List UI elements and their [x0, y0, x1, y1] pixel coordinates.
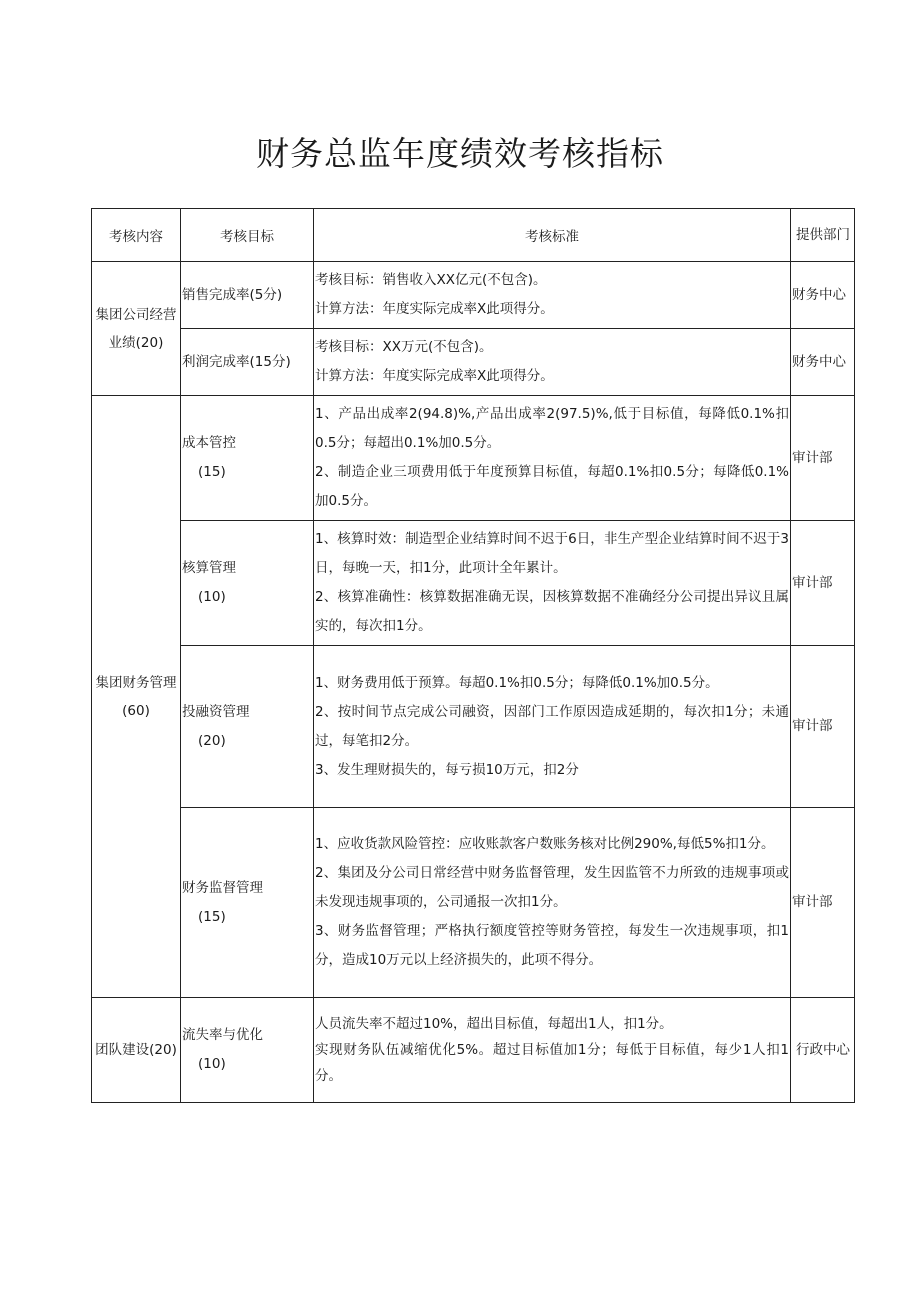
target-score: (20)	[198, 732, 226, 749]
standard-line: 考核目标：XX万元(不包含)。	[315, 339, 493, 355]
target-investment-financing	[181, 646, 314, 808]
category-business-performance: 集团公司经营业绩(20)	[92, 262, 181, 396]
standard-accounting	[314, 521, 791, 646]
standard-sales-rate	[314, 262, 791, 329]
header-standard: 考核标准	[314, 209, 791, 262]
target-label: 流失率与优化	[182, 1027, 263, 1043]
standard-line: 计算方法：年度实际完成率X此项得分。	[315, 368, 554, 384]
target-label: 核算管理	[182, 560, 236, 576]
standard-line: 计算方法：年度实际完成率X此项得分。	[315, 301, 554, 317]
table-row	[92, 646, 855, 808]
table-header-row	[92, 209, 855, 262]
target-score: (10)	[198, 589, 226, 605]
category-team-building: 团队建设(20)	[92, 998, 181, 1103]
dept-cell: 行政中心	[791, 998, 855, 1103]
table-row	[92, 808, 855, 998]
dept-cell: 审计部	[791, 646, 855, 808]
standard-line: 1、产品出成率2(94.8)%,产品出成率2(97.5)%,低于目标值，每降低0.1%扣0.5分；每超出0.1%加0.5分。	[315, 406, 789, 451]
target-score: (15)	[198, 908, 226, 925]
table-row	[92, 262, 855, 329]
standard-profit-rate	[314, 329, 791, 396]
standard-line: 2、按时间节点完成公司融资，因部门工作原因造成延期的，每次扣1分；未通过，每笔扣2分。	[315, 703, 789, 749]
target-score: (15)	[198, 464, 226, 480]
header-content: 考核内容	[92, 209, 181, 262]
standard-line: 2、制造企业三项费用低于年度预算目标值，每超0.1%扣0.5分；每降低0.1%加0.5分。	[315, 464, 789, 509]
target-label: 投融资管理	[182, 703, 250, 720]
standard-line: 1、应收货款风险管控：应收账款客户数账务核对比例290%,每低5%扣1分。	[315, 836, 775, 852]
kpi-table	[91, 208, 855, 1103]
target-score: (10)	[198, 1056, 226, 1072]
dept-cell: 审计部	[791, 396, 855, 521]
dept-cell: 审计部	[791, 521, 855, 646]
standard-line: 2、核算准确性：核算数据准确无误，因核算数据不准确经分公司提出异议且属实的，每次扣1分。	[315, 589, 789, 634]
standard-line: 1、核算时效：制造型企业结算时间不迟于6日，非生产型企业结算时间不迟于3日，每晚一天，扣1分，此项计全年累计。	[315, 531, 789, 576]
target-financial-supervision	[181, 808, 314, 998]
category-financial-management: 集团财务管理(60)	[92, 396, 181, 998]
standard-cost-control	[314, 396, 791, 521]
standard-line: 1、财务费用低于预算。每超0.1%扣0.5分；每降低0.1%加0.5分。	[315, 674, 719, 691]
standard-line: 3、发生理财损失的，每亏损10万元，扣2分	[315, 761, 579, 778]
table-row	[92, 998, 855, 1103]
header-dept: 提供部门	[791, 209, 855, 262]
standard-line: 3、财务监督管理；严格执行额度管控等财务管控，每发生一次违规事项，扣1分，造成10万元以上经济损失的，此项不得分。	[315, 923, 789, 968]
standard-line: 2、集团及分公司日常经营中财务监督管理，发生因监管不力所致的违规事项或未发现违规事项的，公司通报一次扣1分。	[315, 865, 789, 910]
target-label: 成本管控	[182, 435, 236, 451]
standard-investment-financing	[314, 646, 791, 808]
dept-cell: 财务中心	[791, 262, 855, 329]
target-cost-control	[181, 396, 314, 521]
document-title: 财务总监年度绩效考核指标	[256, 134, 664, 173]
standard-line: 人员流失率不超过10%，超出目标值，每超出1人，扣1分。	[315, 1016, 673, 1032]
target-label: 财务监督管理	[182, 879, 263, 896]
table-row	[92, 521, 855, 646]
standard-line: 实现财务队伍减缩优化5%。超过目标值加1分；每低于目标值，每少1人扣1分。	[315, 1042, 789, 1084]
table-row	[92, 329, 855, 396]
standard-line: 考核目标：销售收入XX亿元(不包含)。	[315, 272, 547, 288]
standard-turnover-optimization	[314, 998, 791, 1103]
target-turnover-optimization	[181, 998, 314, 1103]
table-row	[92, 396, 855, 521]
target-sales-rate: 销售完成率(5分)	[181, 262, 314, 329]
target-accounting	[181, 521, 314, 646]
dept-cell: 审计部	[791, 808, 855, 998]
dept-cell: 财务中心	[791, 329, 855, 396]
target-profit-rate: 利润完成率(15分)	[181, 329, 314, 396]
standard-financial-supervision	[314, 808, 791, 998]
header-target: 考核目标	[181, 209, 314, 262]
